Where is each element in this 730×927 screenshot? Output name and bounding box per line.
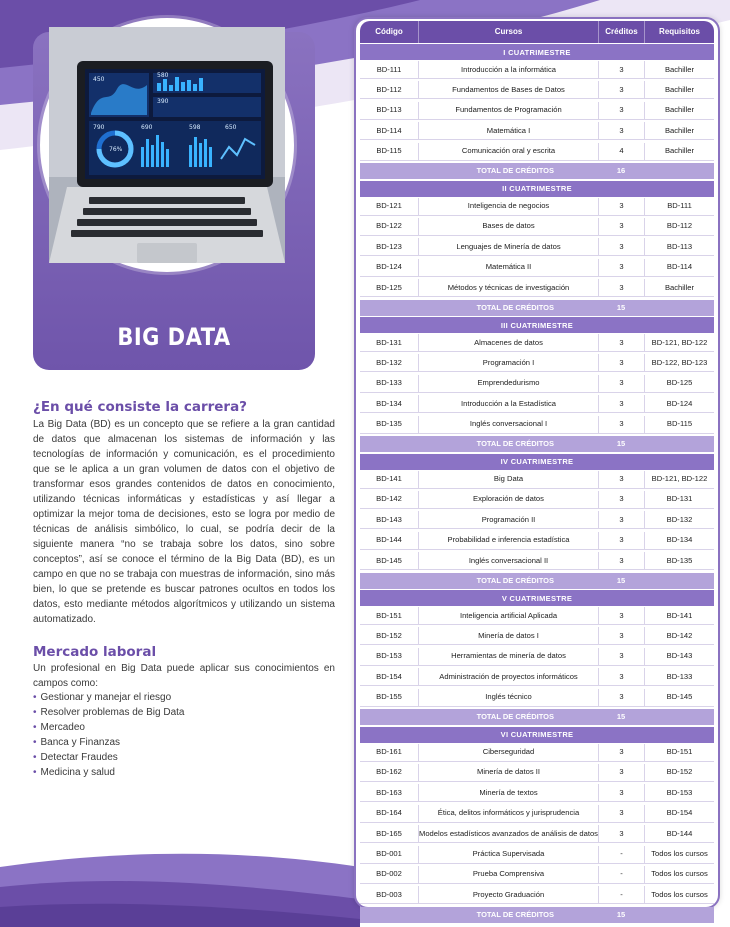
course-code: BD-114 <box>360 122 418 140</box>
course-requirements: BD-133 <box>644 668 714 686</box>
course-credits: - <box>598 846 644 864</box>
course-code: BD-003 <box>360 886 418 904</box>
table-row <box>360 218 714 236</box>
course-code: BD-122 <box>360 218 418 236</box>
table-row <box>360 238 714 256</box>
course-name: Almacenes de datos <box>418 334 598 352</box>
table-header <box>360 21 714 43</box>
course-credits: 3 <box>598 395 644 413</box>
list-item: • Gestionar y manejar el riesgo <box>33 690 184 705</box>
course-code: BD-142 <box>360 491 418 509</box>
course-code: BD-134 <box>360 395 418 413</box>
course-credits: 3 <box>598 61 644 79</box>
course-requirements: BD-132 <box>644 511 714 529</box>
course-name: Herramientas de minería de datos <box>418 648 598 666</box>
course-code: BD-125 <box>360 279 418 297</box>
course-code: BD-161 <box>360 744 418 762</box>
course-name: Inglés técnico <box>418 689 598 707</box>
course-code: BD-123 <box>360 238 418 256</box>
course-credits: 3 <box>598 552 644 570</box>
semester-heading: III CUATRIMESTRE <box>360 317 714 333</box>
course-requirements: Bachiller <box>644 122 714 140</box>
course-credits: 3 <box>598 416 644 434</box>
course-code: BD-152 <box>360 627 418 645</box>
course-name: Práctica Supervisada <box>418 846 598 864</box>
course-credits: 3 <box>598 648 644 666</box>
total-credits-label: TOTAL DE CRÉDITOS <box>476 575 554 585</box>
course-credits: 3 <box>598 805 644 823</box>
course-credits: 3 <box>598 122 644 140</box>
table-row <box>360 607 714 625</box>
course-requirements: BD-144 <box>644 825 714 843</box>
course-credits: 3 <box>598 218 644 236</box>
total-credits-value: 15 <box>616 909 626 919</box>
table-row <box>360 744 714 762</box>
course-code: BD-001 <box>360 846 418 864</box>
course-requirements: BD-122, BD-123 <box>644 354 714 372</box>
course-code: BD-155 <box>360 689 418 707</box>
course-code: BD-111 <box>360 61 418 79</box>
course-credits: 3 <box>598 81 644 99</box>
course-requirements: BD-134 <box>644 532 714 550</box>
semester-heading: V CUATRIMESTRE <box>360 590 714 606</box>
course-credits: 3 <box>598 689 644 707</box>
course-credits: 3 <box>598 668 644 686</box>
course-requirements: BD-113 <box>644 238 714 256</box>
course-name: Programación II <box>418 511 598 529</box>
total-credits-value: 15 <box>616 439 626 448</box>
list-item: • Detectar Fraudes <box>33 750 184 765</box>
course-requirements: Todos los cursos <box>644 866 714 884</box>
total-credits-label: TOTAL DE CRÉDITOS <box>476 909 554 919</box>
table-row <box>360 552 714 570</box>
course-requirements: Todos los cursos <box>644 846 714 864</box>
course-credits: 3 <box>598 198 644 216</box>
header-requirements: Requisitos <box>644 21 714 43</box>
header-code: Código <box>375 27 403 36</box>
list-item: • Banca y Finanzas <box>33 735 184 750</box>
table-row <box>360 532 714 550</box>
course-name: Introducción a la informática <box>418 61 598 79</box>
total-credits-label: TOTAL DE CRÉDITOS <box>476 302 554 312</box>
table-row <box>360 886 714 904</box>
course-credits: 3 <box>598 279 644 297</box>
semester-heading: I CUATRIMESTRE <box>360 44 714 60</box>
semester-heading: VI CUATRIMESTRE <box>360 727 714 743</box>
course-credits: 3 <box>598 825 644 843</box>
course-code: BD-145 <box>360 552 418 570</box>
course-credits: 3 <box>598 627 644 645</box>
course-name: Emprendedurismo <box>418 375 598 393</box>
course-code: BD-151 <box>360 607 418 625</box>
course-name: Fundamentos de Bases de Datos <box>418 81 598 99</box>
course-credits: 3 <box>598 491 644 509</box>
screen-metric-6: 598 <box>189 124 201 131</box>
total-credits-label: TOTAL DE CRÉDITOS <box>476 439 554 448</box>
course-requirements: BD-142 <box>644 627 714 645</box>
total-credits-value: 15 <box>616 302 626 312</box>
course-credits: 3 <box>598 102 644 120</box>
course-name: Bases de datos <box>418 218 598 236</box>
course-name: Lenguajes de Minería de datos <box>418 238 598 256</box>
course-requirements: Bachiller <box>644 102 714 120</box>
course-code: BD-163 <box>360 784 418 802</box>
semester-total-row <box>360 709 714 725</box>
course-credits: 3 <box>598 607 644 625</box>
course-credits: 4 <box>598 143 644 161</box>
course-requirements: BD-145 <box>644 689 714 707</box>
course-requirements: BD-131 <box>644 491 714 509</box>
semester-total-row <box>360 163 714 179</box>
course-name: Fundamentos de Programación <box>418 102 598 120</box>
semester-heading: IV CUATRIMESTRE <box>360 454 714 470</box>
course-name: Inglés conversacional II <box>418 552 598 570</box>
course-name: Ciberseguridad <box>418 744 598 762</box>
screen-metric-7: 650 <box>225 124 237 131</box>
course-name: Métodos y técnicas de investigación <box>418 279 598 297</box>
course-code: BD-164 <box>360 805 418 823</box>
course-name: Minería de textos <box>418 784 598 802</box>
course-code: BD-135 <box>360 416 418 434</box>
course-requirements: Bachiller <box>644 61 714 79</box>
course-code: BD-112 <box>360 81 418 99</box>
course-code: BD-165 <box>360 825 418 843</box>
total-credits-label: TOTAL DE CRÉDITOS <box>476 166 554 175</box>
course-requirements: BD-115 <box>644 416 714 434</box>
screen-metric-1: 450 <box>93 76 105 83</box>
course-requirements: BD-124 <box>644 395 714 413</box>
course-credits: 3 <box>598 471 644 489</box>
semester-total-row <box>360 573 714 589</box>
course-code: BD-154 <box>360 668 418 686</box>
header-credits: Créditos <box>598 21 644 43</box>
hero-title: BIG DATA <box>117 323 231 351</box>
table-row <box>360 122 714 140</box>
total-credits-value: 15 <box>616 712 626 721</box>
course-code: BD-141 <box>360 471 418 489</box>
screen-metric-4: 790 <box>93 124 105 131</box>
table-row <box>360 764 714 782</box>
table-row <box>360 395 714 413</box>
course-requirements: Bachiller <box>644 143 714 161</box>
course-name: Proyecto Graduación <box>418 886 598 904</box>
course-requirements: BD-152 <box>644 764 714 782</box>
course-name: Minería de datos I <box>418 627 598 645</box>
course-requirements: Bachiller <box>644 279 714 297</box>
about-heading: ¿En qué consiste la carrera? <box>33 399 248 415</box>
course-name: Comunicación oral y escrita <box>418 143 598 161</box>
table-row <box>360 648 714 666</box>
course-code: BD-131 <box>360 334 418 352</box>
course-requirements: BD-153 <box>644 784 714 802</box>
course-code: BD-162 <box>360 764 418 782</box>
screen-metric-3: 390 <box>157 98 169 105</box>
course-name: Inteligencia artificial Aplicada <box>418 607 598 625</box>
list-item: • Mercadeo <box>33 720 184 735</box>
course-name: Administración de proyectos informáticos <box>418 668 598 686</box>
course-name: Exploración de datos <box>418 491 598 509</box>
market-list <box>33 690 184 780</box>
course-requirements: BD-121, BD-122 <box>644 334 714 352</box>
course-requirements: BD-143 <box>644 648 714 666</box>
table-row <box>360 805 714 823</box>
course-name: Inglés conversacional I <box>418 416 598 434</box>
course-requirements: Todos los cursos <box>644 886 714 904</box>
hero-image-frame <box>40 18 294 272</box>
course-credits: 3 <box>598 238 644 256</box>
course-credits: 3 <box>598 334 644 352</box>
semester-heading: II CUATRIMESTRE <box>360 181 714 197</box>
course-code: BD-124 <box>360 259 418 277</box>
screen-metric-5: 690 <box>141 124 153 131</box>
course-name: Prueba Comprensiva <box>418 866 598 884</box>
course-name: Modelos estadísticos avanzados de análisis de datos <box>418 825 598 843</box>
screen-gauge-value: 76% <box>109 146 123 153</box>
course-credits: 3 <box>598 532 644 550</box>
course-credits: 3 <box>598 764 644 782</box>
course-name: Matemática II <box>418 259 598 277</box>
course-credits: - <box>598 886 644 904</box>
course-requirements: BD-112 <box>644 218 714 236</box>
course-credits: 3 <box>598 354 644 372</box>
table-row <box>360 375 714 393</box>
laptop-dashboard-image <box>49 27 285 263</box>
course-requirements: BD-154 <box>644 805 714 823</box>
total-credits-label: TOTAL DE CRÉDITOS <box>476 712 554 721</box>
screen-metric-2: 580 <box>157 72 169 79</box>
header-courses: Cursos <box>418 21 598 43</box>
course-requirements: BD-135 <box>644 552 714 570</box>
course-requirements: BD-121, BD-122 <box>644 471 714 489</box>
course-credits: 3 <box>598 744 644 762</box>
course-credits: 3 <box>598 511 644 529</box>
table-row <box>360 279 714 297</box>
table-row <box>360 102 714 120</box>
table-row <box>360 491 714 509</box>
course-credits: - <box>598 866 644 884</box>
course-code: BD-153 <box>360 648 418 666</box>
course-name: Probabilidad e inferencia estadística <box>418 532 598 550</box>
course-code: BD-113 <box>360 102 418 120</box>
total-credits-value: 15 <box>616 575 626 585</box>
semester-total-row <box>360 300 714 316</box>
course-code: BD-133 <box>360 375 418 393</box>
table-row <box>360 143 714 161</box>
list-item: • Resolver problemas de Big Data <box>33 705 184 720</box>
table-row <box>360 334 714 352</box>
course-code: BD-121 <box>360 198 418 216</box>
table-row <box>360 259 714 277</box>
table-row <box>360 846 714 864</box>
semester-total-row <box>360 907 714 923</box>
table-row <box>360 354 714 372</box>
course-requirements: BD-151 <box>644 744 714 762</box>
course-requirements: BD-114 <box>644 259 714 277</box>
table-row <box>360 627 714 645</box>
curriculum-table <box>354 17 720 919</box>
table-row <box>360 866 714 884</box>
course-name: Introducción a la Estadística <box>418 395 598 413</box>
market-heading: Mercado laboral <box>33 644 157 660</box>
course-code: BD-132 <box>360 354 418 372</box>
course-credits: 3 <box>598 259 644 277</box>
course-name: Inteligencia de negocios <box>418 198 598 216</box>
course-requirements: BD-141 <box>644 607 714 625</box>
market-intro: Un profesional en Big Data puede aplicar sus conocimientos en campos como: <box>33 663 335 689</box>
course-name: Programación I <box>418 354 598 372</box>
course-requirements: BD-111 <box>644 198 714 216</box>
course-code: BD-143 <box>360 511 418 529</box>
table-row <box>360 471 714 489</box>
table-row <box>360 825 714 843</box>
table-row <box>360 668 714 686</box>
course-requirements: Bachiller <box>644 81 714 99</box>
table-row <box>360 81 714 99</box>
semester-total-row <box>360 436 714 452</box>
course-credits: 3 <box>598 784 644 802</box>
table-row <box>360 416 714 434</box>
table-row <box>360 784 714 802</box>
course-requirements: BD-125 <box>644 375 714 393</box>
table-row <box>360 689 714 707</box>
list-item: • Medicina y salud <box>33 765 184 780</box>
total-credits-value: 16 <box>616 166 626 175</box>
course-credits: 3 <box>598 375 644 393</box>
laptop-illustration <box>49 27 285 263</box>
course-name: Big Data <box>418 471 598 489</box>
course-name: Ética, delitos informáticos y jurisprudencia <box>418 805 598 823</box>
table-row <box>360 198 714 216</box>
course-code: BD-115 <box>360 143 418 161</box>
course-name: Minería de datos II <box>418 764 598 782</box>
table-row <box>360 511 714 529</box>
about-text: La Big Data (BD) es un concepto que se refiere a la gran cantidad de datos que almacenan los sistemas de información y las tecnologías de información y comunicación, es el procedimiento que se le aplica a un gran volumen de datos con el objetivo de transformar esos grandes contenidos de datos en conocimiento, utilizando técnicas informáticas y estadísticas y así llegar a optimizar la mejor toma de decisiones, esto se logra por medio de técnicas de análisis simbólico, lo cual, se podría decir de la siguiente manera “no se trabaja sobre los datos, sino sobre conceptos”, así se conoce el término de la Big Data (BD), es un campo en que no se trabaja con muestras de información, sino más bien, lo que se pretende es buscar patrones ocultos en todos los datos, esto mediante métodos algorítmicos y utilizando un sistema automatizado. <box>33 419 335 625</box>
table-row <box>360 61 714 79</box>
course-code: BD-144 <box>360 532 418 550</box>
course-code: BD-002 <box>360 866 418 884</box>
course-name: Matemática I <box>418 122 598 140</box>
